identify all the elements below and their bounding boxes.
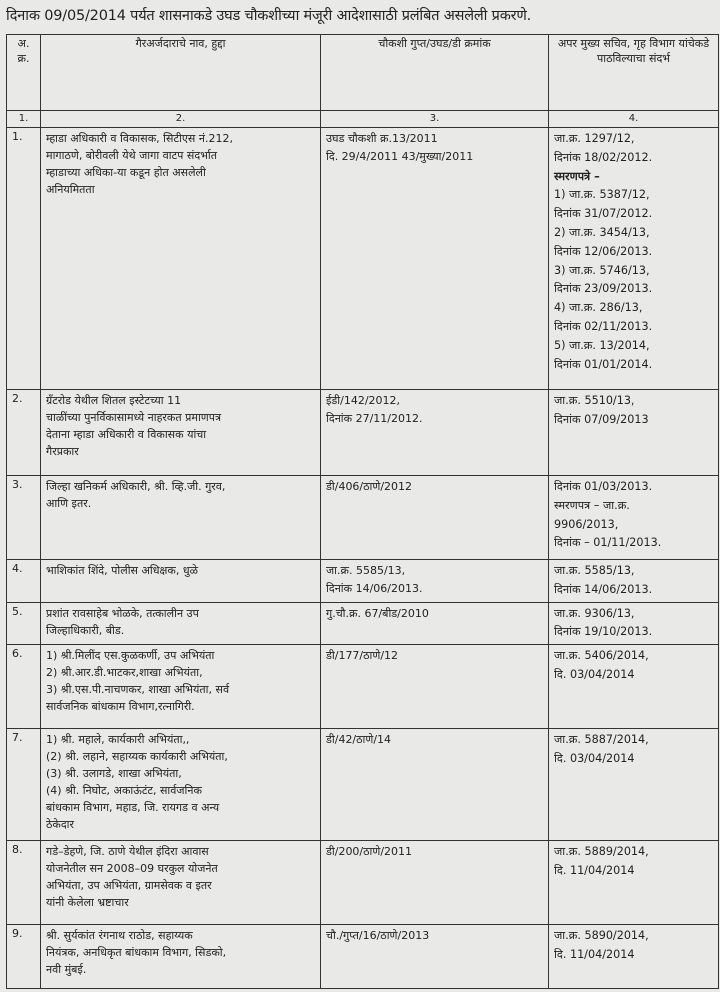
row-reference-line: दिनांक 02/11/2013. bbox=[554, 319, 653, 333]
row-reference-line: जा.क्र. 5406/2014, bbox=[554, 649, 649, 663]
row-reference-line: 4) जा.क्र. 286/13, bbox=[554, 301, 643, 315]
row-name-cell bbox=[41, 729, 321, 841]
row-reference-line: जा.क्र. 5890/2014, bbox=[554, 929, 649, 943]
row-reference-line: जा.क्र. 9306/13, bbox=[554, 606, 635, 620]
row-name-cell bbox=[41, 925, 321, 989]
row-name-line: ठेकेदार bbox=[46, 818, 75, 832]
header-inquiry: चौकशी गुप्त/उघड/डी क्रमांक bbox=[321, 35, 549, 111]
row-inquiry-line: ईडी/142/2012, bbox=[326, 394, 401, 407]
row-name-line: मागाठणे, बोरीवली येथे जागा वाटप संदर्भात bbox=[46, 149, 218, 162]
table-row bbox=[7, 645, 719, 729]
row-name-line: ग्रँटरोड येथील शितल इस्टेटच्या 11 bbox=[46, 394, 182, 407]
row-serial: 9. bbox=[7, 925, 41, 989]
table-row bbox=[7, 729, 719, 841]
row-inquiry-cell bbox=[321, 645, 549, 729]
row-name-line: जिल्हा खनिकर्म अधिकारी, श्री. व्हि.जी. गुरव, bbox=[46, 480, 226, 493]
page-title: दिनाक 09/05/2014 पर्यत शासनाकडे उघड चौकशीच्या मंजूरी आदेशासाठी प्रलंबित असलेली प्रकरणे. bbox=[6, 8, 532, 24]
row-name-line: प्रशांत रावसाहेब भोळके, तत्कालीन उप bbox=[46, 606, 199, 620]
row-inquiry-cell bbox=[321, 841, 549, 925]
header-reference: अपर मुख्य सचिव, गृह विभाग यांचेकडे पाठविल्याचा संदर्भ bbox=[549, 35, 719, 111]
row-inquiry-line: उघड चौकशी क्र.13/2011 bbox=[326, 132, 438, 145]
row-reference-line: दिनांक 07/09/2013 bbox=[554, 412, 649, 426]
row-reference-line: दिनांक 12/06/2013. bbox=[554, 244, 653, 258]
row-serial: 2. bbox=[7, 390, 41, 476]
row-reference-line: 5) जा.क्र. 13/2014, bbox=[554, 338, 650, 352]
row-inquiry-line: दि. 29/4/2011 43/मुख्या/2011 bbox=[326, 150, 474, 163]
row-reference-line: दिनांक – 01/11/2013. bbox=[554, 536, 662, 550]
row-ref-cell bbox=[549, 602, 719, 645]
row-name-line: जिल्हाधिकारी, बीड. bbox=[46, 623, 125, 637]
row-reference-line: दि. 11/04/2014 bbox=[554, 947, 635, 961]
row-reference-line: 1) जा.क्र. 5387/12, bbox=[554, 188, 650, 202]
row-serial: 6. bbox=[7, 645, 41, 729]
row-inquiry-line: दिनांक 27/11/2012. bbox=[326, 412, 423, 425]
column-number: 1. bbox=[7, 111, 41, 128]
row-name-line: म्हाडा अधिकारी व विकासक, सिटीएस नं.212, bbox=[46, 132, 233, 145]
row-name-line: 1) श्री.मिलींद एस.कुळकर्णी, उप अभियंता bbox=[46, 649, 215, 663]
row-name-cell bbox=[41, 128, 321, 390]
row-reference-line: दि. 11/04/2014 bbox=[554, 863, 635, 877]
column-number: 4. bbox=[549, 111, 719, 128]
header-name: गैरअर्जदाराचे नाव, हुद्दा bbox=[41, 35, 321, 111]
row-ref-cell bbox=[549, 560, 719, 603]
row-name-line: 3) श्री.एस.पी.नाचणकर, शाखा अभियंता, सर्व bbox=[46, 683, 230, 697]
row-inquiry-line: जा.क्र. 5585/13, bbox=[326, 564, 406, 577]
row-inquiry-cell bbox=[321, 602, 549, 645]
row-ref-cell bbox=[549, 841, 719, 925]
table-row bbox=[7, 841, 719, 925]
row-serial: 7. bbox=[7, 729, 41, 841]
row-inquiry-line: गु.चौ.क्र. 67/बीड/2010 bbox=[326, 606, 429, 620]
cases-table bbox=[6, 34, 719, 989]
row-reference-line: जा.क्र. 5510/13, bbox=[554, 394, 635, 407]
row-name-cell bbox=[41, 390, 321, 476]
row-name-line: (2) श्री. लहाने, सहाय्यक कार्यकारी अभियंता, bbox=[46, 750, 228, 764]
row-name-line: म्हाडाच्या अधिका-या कडून होत असलेली bbox=[46, 166, 206, 179]
row-name-line: 1) श्री. महाले, कार्यकारी अभियंता,, bbox=[46, 733, 190, 747]
row-inquiry-line: डी/200/ठाणे/2011 bbox=[326, 845, 413, 859]
row-serial: 8. bbox=[7, 841, 41, 925]
row-inquiry-line: डी/177/ठाणे/12 bbox=[326, 649, 399, 663]
header-row bbox=[7, 35, 719, 111]
row-name-line: योजनेतील सन 2008–09 घरकुल योजनेत bbox=[46, 862, 218, 876]
row-name-line: (4) श्री. निघोट, अकाऊंटंट, सार्वजनिक bbox=[46, 784, 202, 798]
row-inquiry-line: डी/406/ठाणे/2012 bbox=[326, 480, 413, 493]
row-reference-line: दि. 03/04/2014 bbox=[554, 667, 635, 681]
table-row bbox=[7, 390, 719, 476]
row-ref-cell bbox=[549, 390, 719, 476]
row-name-cell bbox=[41, 476, 321, 560]
row-reference-line: जा.क्र. 5889/2014, bbox=[554, 845, 649, 859]
row-ref-cell bbox=[549, 645, 719, 729]
row-name-line: सार्वजनिक बांधकाम विभाग,रत्नागिरी. bbox=[46, 700, 195, 714]
row-inquiry-line: चौ./गुप्त/16/ठाणे/2013 bbox=[326, 929, 430, 943]
column-number: 2. bbox=[41, 111, 321, 128]
row-reference-line: जा.क्र. 5887/2014, bbox=[554, 733, 649, 747]
row-reference-line: 9906/2013, bbox=[554, 517, 619, 531]
row-name-line: (3) श्री. उलागडे, शाखा अभियंता, bbox=[46, 767, 182, 781]
row-reference-line: 2) जा.क्र. 3454/13, bbox=[554, 225, 650, 239]
row-name-line: अभियंता, उप अभियंता, ग्रामसेवक व इतर bbox=[46, 879, 212, 893]
row-ref-cell bbox=[549, 476, 719, 560]
row-serial: 4. bbox=[7, 560, 41, 603]
row-reference-line: दिनांक 01/01/2014. bbox=[554, 357, 653, 371]
table-row bbox=[7, 560, 719, 603]
row-name-line: गडे–डेहणे, जि. ठाणे येथील इंदिरा आवास bbox=[46, 845, 209, 859]
table-row bbox=[7, 602, 719, 645]
row-inquiry-cell bbox=[321, 560, 549, 603]
row-name-cell bbox=[41, 602, 321, 645]
row-inquiry-cell bbox=[321, 925, 549, 989]
row-reference-line: दि. 03/04/2014 bbox=[554, 751, 635, 765]
row-name-line: भाशिकांत शिंदे, पोलीस अधिक्षक, धुळे bbox=[46, 564, 198, 577]
row-reference-line: दिनांक 01/03/2013. bbox=[554, 480, 653, 493]
row-reference-line: दिनांक 23/09/2013. bbox=[554, 282, 653, 296]
row-name-line: देताना म्हाडा अधिकारी व विकासक यांचा bbox=[46, 428, 207, 441]
row-ref-cell bbox=[549, 128, 719, 390]
row-inquiry-cell bbox=[321, 390, 549, 476]
row-reference-line: दिनांक 31/07/2012. bbox=[554, 207, 653, 221]
row-reference-line: दिनांक 18/02/2012. bbox=[554, 150, 653, 164]
row-serial: 5. bbox=[7, 602, 41, 645]
table-row bbox=[7, 476, 719, 560]
header-serial: अ. क्र. bbox=[7, 35, 41, 111]
row-name-line: यांनी केलेला भ्रष्टाचार bbox=[46, 896, 129, 910]
row-name-line: नवी मुंबई. bbox=[46, 963, 87, 977]
table-row bbox=[7, 925, 719, 989]
row-serial: 3. bbox=[7, 476, 41, 560]
row-inquiry-line: दिनांक 14/06/2013. bbox=[326, 582, 423, 595]
row-inquiry-cell bbox=[321, 128, 549, 390]
row-reference-line: जा.क्र. 5585/13, bbox=[554, 564, 635, 577]
row-reference-line: स्मरणपत्रे – bbox=[554, 169, 600, 183]
row-name-line: गैरप्रकार bbox=[46, 445, 79, 458]
row-name-line: आणि इतर. bbox=[46, 497, 92, 510]
row-serial: 1. bbox=[7, 128, 41, 390]
row-reference-line: जा.क्र. 1297/12, bbox=[554, 132, 635, 145]
row-ref-cell bbox=[549, 729, 719, 841]
column-number-row bbox=[7, 111, 719, 128]
row-reference-line: दिनांक 19/10/2013. bbox=[554, 625, 653, 639]
row-reference-line: दिनांक 14/06/2013. bbox=[554, 582, 653, 596]
row-name-cell bbox=[41, 841, 321, 925]
column-number: 3. bbox=[321, 111, 549, 128]
row-inquiry-cell bbox=[321, 476, 549, 560]
row-name-line: चाळींच्या पुनर्विकासामध्ये नाहरकत प्रमाणपत्र bbox=[46, 411, 222, 424]
row-name-line: नियंत्रक, अनधिकृत बांधकाम विभाग, सिडको, bbox=[46, 946, 227, 960]
row-name-line: अनियमितता bbox=[46, 183, 95, 196]
row-inquiry-cell bbox=[321, 729, 549, 841]
row-name-line: श्री. सुर्यकांत रंगनाथ राठोड, सहाय्यक bbox=[46, 929, 193, 943]
row-name-line: बांधकाम विभाग, महाड, जि. रायगड व अन्य bbox=[46, 801, 220, 815]
row-reference-line: स्मरणपत्र – जा.क्र. bbox=[554, 498, 630, 512]
row-ref-cell bbox=[549, 925, 719, 989]
table-row bbox=[7, 128, 719, 390]
row-inquiry-line: डी/42/ठाणे/14 bbox=[326, 733, 392, 747]
row-name-cell bbox=[41, 560, 321, 603]
row-name-cell bbox=[41, 645, 321, 729]
row-reference-line: 3) जा.क्र. 5746/13, bbox=[554, 263, 650, 277]
row-name-line: 2) श्री.आर.डी.भाटकर,शाखा अभियंता, bbox=[46, 666, 203, 680]
